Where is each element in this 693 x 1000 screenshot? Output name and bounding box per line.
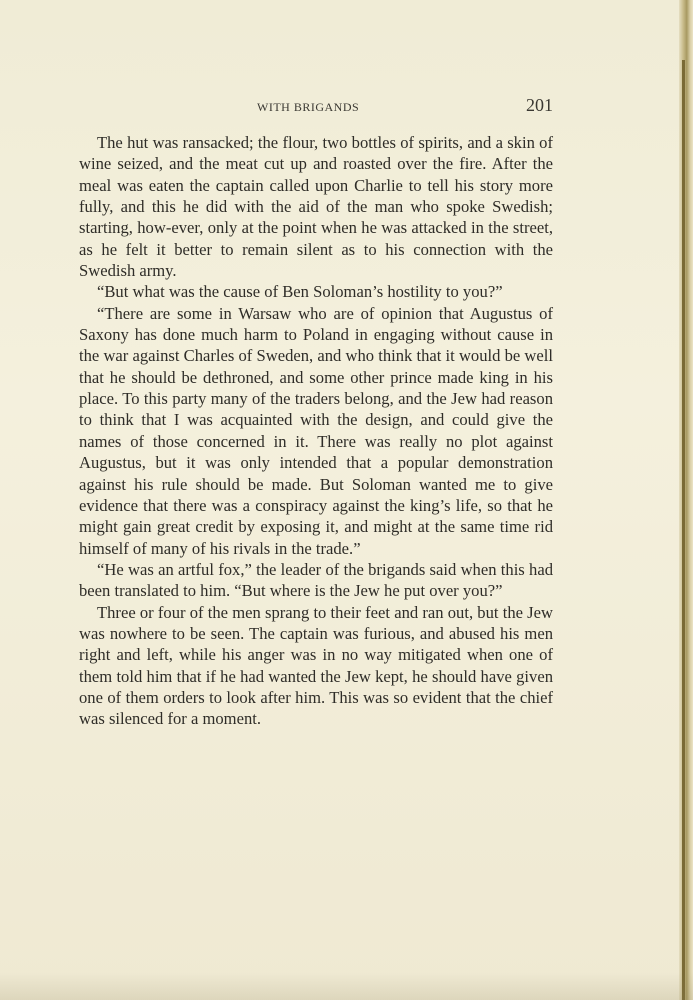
paragraph-5: Three or four of the men sprang to their feet and ran out, but the Jew was nowhere to be seen. The captain was furious, and abused his men right and left, while his anger was in no way mitigated when one of them told him that if he had wanted the Jew kept, he should have given one of them orders to look after him. This was so evident that the chief was silenced for a moment. [79, 602, 553, 729]
page-edge-line [682, 60, 685, 1000]
page-bottom-shadow [0, 972, 693, 1000]
paragraph-4: “He was an artful fox,” the leader of the brigands said when this had been translated to him. “But where is the Jew he put over you?” [79, 559, 553, 601]
paragraph-1: The hut was ransacked; the flour, two bottles of spirits, and a skin of wine seized, and the meat cut up and roasted over the fire. After the meal was eaten the captain called upon Charlie to tell his story more fully, and this he did with the aid of the man who spoke Swedish; starting, how-ever, only at the point when he was attacked in the street, as he felt it better to remain silent as to his connection with the Swedish army. [79, 133, 553, 281]
page-number: 201 [526, 95, 553, 115]
paragraph-3: “There are some in Warsaw who are of opinion that Augustus of Saxony has done much harm to Poland in engaging without cause in the war against Charles of Sweden, and who think that it would be well that he should be dethroned, and some other prince made king in his place. To this party many of the traders belong, and the Jew had reason to think that I was acquainted with the design, and could give the names of those concerned in it. There was really no plot against Augustus, but it was only intended that a popular demonstration against his rule should be made. But Soloman wanted me to give evidence that there was a conspiracy against the king’s life, so that he might gain great credit by exposing it, and might at the same time rid himself of many of his rivals in the trade.” [79, 303, 553, 558]
body-text [79, 132, 553, 730]
paragraph-2: “But what was the cause of Ben Soloman’s hostility to you?” [97, 282, 503, 302]
running-head: WITH BRIGANDS [257, 100, 360, 114]
page-header [79, 95, 553, 119]
